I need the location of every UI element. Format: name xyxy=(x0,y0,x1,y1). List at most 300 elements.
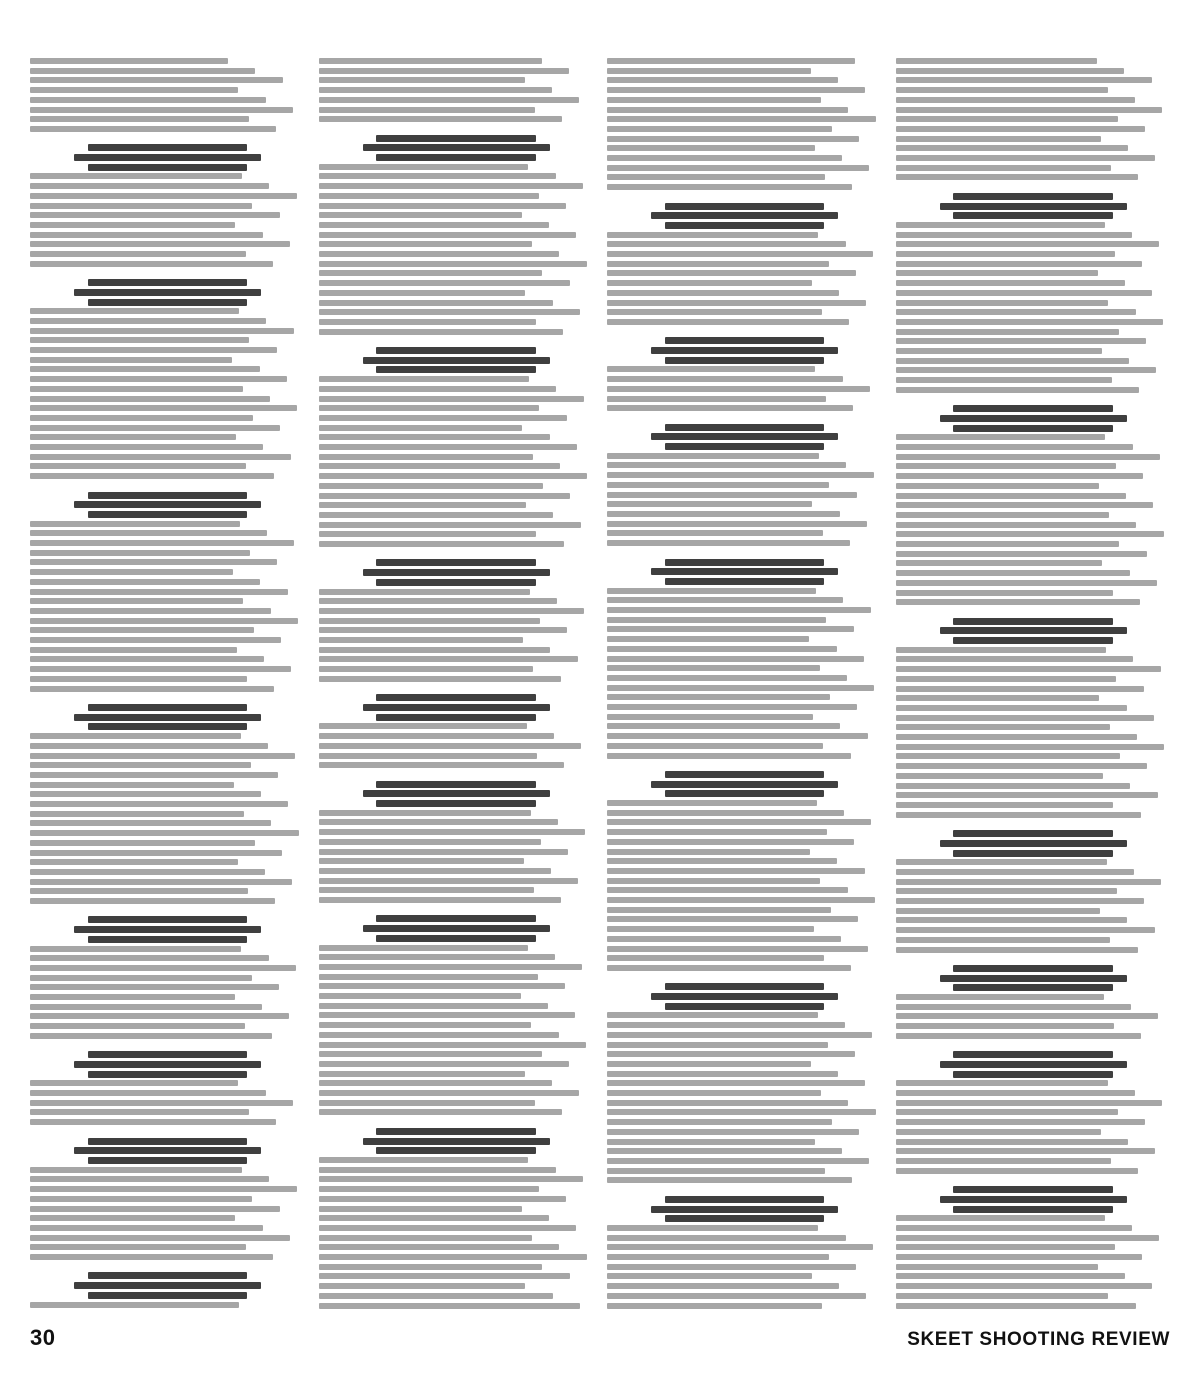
text-line-placeholder xyxy=(896,753,1121,759)
text-line-placeholder xyxy=(30,454,291,460)
text-line-placeholder xyxy=(607,1022,845,1028)
text-line-placeholder xyxy=(319,1157,529,1163)
text-line-placeholder xyxy=(896,232,1132,238)
text-line-placeholder xyxy=(319,116,563,122)
club-heading-placeholder xyxy=(88,144,248,151)
text-line-placeholder xyxy=(319,1061,569,1067)
text-line-placeholder xyxy=(607,1119,832,1125)
text-column-3 xyxy=(607,58,882,1320)
text-line-placeholder xyxy=(30,1100,293,1106)
club-heading-placeholder xyxy=(665,771,825,778)
text-line-placeholder xyxy=(896,358,1129,364)
text-line-placeholder xyxy=(30,627,254,633)
text-line-placeholder xyxy=(896,666,1161,672)
text-line-placeholder xyxy=(607,1012,818,1018)
club-heading-placeholder xyxy=(665,790,825,797)
text-line-placeholder xyxy=(607,926,814,932)
club-heading-placeholder xyxy=(940,1061,1127,1068)
text-line-placeholder xyxy=(896,599,1140,605)
text-line-placeholder xyxy=(896,744,1165,750)
text-line-placeholder xyxy=(30,879,292,885)
text-line-placeholder xyxy=(30,888,248,894)
text-line-placeholder xyxy=(30,965,296,971)
club-heading-placeholder xyxy=(376,135,536,142)
text-line-placeholder xyxy=(607,97,821,103)
text-line-placeholder xyxy=(896,937,1111,943)
club-heading-placeholder xyxy=(376,1128,536,1135)
text-line-placeholder xyxy=(30,791,261,797)
club-heading-placeholder xyxy=(651,568,838,575)
text-line-placeholder xyxy=(607,849,810,855)
text-line-placeholder xyxy=(319,810,531,816)
text-line-placeholder xyxy=(896,1139,1129,1145)
text-line-placeholder xyxy=(896,927,1155,933)
club-heading-placeholder xyxy=(665,1003,825,1010)
club-heading-placeholder xyxy=(74,926,261,933)
club-heading-placeholder xyxy=(376,915,536,922)
text-line-placeholder xyxy=(30,1254,273,1260)
text-line-placeholder xyxy=(30,608,271,614)
text-line-placeholder xyxy=(896,367,1157,373)
club-heading-placeholder xyxy=(74,289,261,296)
text-line-placeholder xyxy=(896,319,1163,325)
text-line-placeholder xyxy=(30,1119,276,1125)
text-line-placeholder xyxy=(30,589,288,595)
club-heading-placeholder xyxy=(363,790,550,797)
text-line-placeholder xyxy=(607,916,858,922)
text-line-placeholder xyxy=(896,773,1104,779)
text-line-placeholder xyxy=(319,762,565,768)
text-line-placeholder xyxy=(607,126,832,132)
text-line-placeholder xyxy=(30,569,233,575)
text-line-placeholder xyxy=(319,87,552,93)
club-heading-placeholder xyxy=(651,993,838,1000)
text-line-placeholder xyxy=(607,501,812,507)
club-heading-placeholder xyxy=(665,983,825,990)
text-line-placeholder xyxy=(896,551,1147,557)
text-line-placeholder xyxy=(319,1186,539,1192)
text-line-placeholder xyxy=(319,868,552,874)
text-line-placeholder xyxy=(30,58,228,64)
text-line-placeholder xyxy=(319,589,530,595)
text-line-placeholder xyxy=(896,705,1127,711)
club-heading-placeholder xyxy=(953,637,1113,644)
text-line-placeholder xyxy=(319,637,524,643)
club-heading-placeholder xyxy=(953,965,1113,972)
text-line-placeholder xyxy=(319,1303,580,1309)
club-heading-placeholder xyxy=(363,144,550,151)
text-line-placeholder xyxy=(30,637,281,643)
text-line-placeholder xyxy=(319,280,570,286)
club-heading-placeholder xyxy=(74,501,261,508)
text-line-placeholder xyxy=(30,347,277,353)
text-line-placeholder xyxy=(30,656,264,662)
text-line-placeholder xyxy=(896,1254,1143,1260)
text-line-placeholder xyxy=(30,869,265,875)
text-line-placeholder xyxy=(896,1100,1163,1106)
text-line-placeholder xyxy=(896,502,1154,508)
text-line-placeholder xyxy=(607,1129,859,1135)
text-line-placeholder xyxy=(607,1254,829,1260)
text-line-placeholder xyxy=(896,1013,1159,1019)
text-line-placeholder xyxy=(896,107,1163,113)
text-line-placeholder xyxy=(319,405,540,411)
club-heading-placeholder xyxy=(953,1186,1113,1193)
text-line-placeholder xyxy=(30,425,280,431)
text-line-placeholder xyxy=(896,686,1144,692)
text-line-placeholder xyxy=(319,58,542,64)
text-line-placeholder xyxy=(319,493,571,499)
club-heading-placeholder xyxy=(88,1138,248,1145)
club-heading-placeholder xyxy=(74,154,261,161)
text-line-placeholder xyxy=(30,1090,266,1096)
text-line-placeholder xyxy=(30,463,246,469)
text-line-placeholder xyxy=(30,473,274,479)
text-line-placeholder xyxy=(319,1225,577,1231)
text-line-placeholder xyxy=(607,607,871,613)
text-line-placeholder xyxy=(30,859,238,865)
text-line-placeholder xyxy=(607,1148,842,1154)
club-heading-placeholder xyxy=(376,1147,536,1154)
text-line-placeholder xyxy=(30,415,253,421)
club-heading-placeholder xyxy=(88,1051,248,1058)
text-line-placeholder xyxy=(607,482,829,488)
club-heading-placeholder xyxy=(88,936,248,943)
text-line-placeholder xyxy=(319,444,577,450)
text-line-placeholder xyxy=(319,454,533,460)
text-line-placeholder xyxy=(607,965,851,971)
text-line-placeholder xyxy=(607,1042,828,1048)
text-line-placeholder xyxy=(30,107,293,113)
text-line-placeholder xyxy=(319,212,522,218)
text-line-placeholder xyxy=(607,366,815,372)
club-heading-placeholder xyxy=(376,935,536,942)
text-line-placeholder xyxy=(319,1100,535,1106)
text-line-placeholder xyxy=(896,270,1098,276)
text-line-placeholder xyxy=(319,878,579,884)
club-heading-placeholder xyxy=(953,984,1113,991)
text-line-placeholder xyxy=(30,782,234,788)
text-line-placeholder xyxy=(896,444,1133,450)
text-line-placeholder xyxy=(30,579,260,585)
text-line-placeholder xyxy=(896,656,1134,662)
text-line-placeholder xyxy=(896,1109,1118,1115)
text-line-placeholder xyxy=(30,386,243,392)
text-line-placeholder xyxy=(896,387,1140,393)
text-line-placeholder xyxy=(607,492,857,498)
club-heading-placeholder xyxy=(665,1196,825,1203)
text-line-placeholder xyxy=(896,531,1164,537)
club-heading-placeholder xyxy=(376,154,536,161)
text-column-4 xyxy=(896,58,1171,1320)
text-line-placeholder xyxy=(607,1139,815,1145)
club-heading-placeholder xyxy=(88,704,248,711)
text-line-placeholder xyxy=(319,598,558,604)
text-line-placeholder xyxy=(30,801,288,807)
text-line-placeholder xyxy=(319,261,587,267)
text-line-placeholder xyxy=(607,858,837,864)
text-line-placeholder xyxy=(896,859,1107,865)
text-line-placeholder xyxy=(896,58,1098,64)
text-line-placeholder xyxy=(607,232,818,238)
text-line-placeholder xyxy=(30,686,274,692)
text-line-placeholder xyxy=(896,917,1128,923)
text-line-placeholder xyxy=(30,1235,290,1241)
text-line-placeholder xyxy=(896,647,1107,653)
text-line-placeholder xyxy=(30,376,287,382)
text-line-placeholder xyxy=(319,839,541,845)
text-line-placeholder xyxy=(607,540,850,546)
text-line-placeholder xyxy=(30,840,255,846)
text-line-placeholder xyxy=(896,1119,1146,1125)
text-line-placeholder xyxy=(896,898,1145,904)
text-line-placeholder xyxy=(896,174,1139,180)
text-line-placeholder xyxy=(30,1196,252,1202)
text-line-placeholder xyxy=(30,753,295,759)
text-line-placeholder xyxy=(319,97,580,103)
text-line-placeholder xyxy=(319,1293,553,1299)
text-line-placeholder xyxy=(607,733,868,739)
text-column-2 xyxy=(319,58,594,1320)
club-heading-placeholder xyxy=(953,1071,1113,1078)
text-line-placeholder xyxy=(30,261,273,267)
text-line-placeholder xyxy=(319,608,585,614)
text-line-placeholder xyxy=(319,232,577,238)
text-line-placeholder xyxy=(30,183,269,189)
text-line-placeholder xyxy=(319,733,555,739)
text-line-placeholder xyxy=(607,319,849,325)
text-line-placeholder xyxy=(319,1032,559,1038)
club-heading-placeholder xyxy=(953,425,1113,432)
text-line-placeholder xyxy=(896,434,1106,440)
text-line-placeholder xyxy=(30,733,241,739)
text-line-placeholder xyxy=(319,241,532,247)
club-heading-placeholder xyxy=(940,1196,1127,1203)
text-line-placeholder xyxy=(30,1109,249,1115)
text-line-placeholder xyxy=(30,811,244,817)
text-line-placeholder xyxy=(30,762,251,768)
text-line-placeholder xyxy=(896,165,1112,171)
text-line-placeholder xyxy=(30,850,282,856)
text-line-placeholder xyxy=(319,723,527,729)
text-line-placeholder xyxy=(319,300,553,306)
text-line-placeholder xyxy=(607,656,864,662)
club-heading-placeholder xyxy=(376,347,536,354)
text-line-placeholder xyxy=(896,812,1141,818)
text-line-placeholder xyxy=(607,309,822,315)
text-line-placeholder xyxy=(30,1013,289,1019)
text-line-placeholder xyxy=(30,898,275,904)
text-line-placeholder xyxy=(319,954,555,960)
text-line-placeholder xyxy=(30,1244,246,1250)
text-line-placeholder xyxy=(607,829,827,835)
text-line-placeholder xyxy=(896,1293,1109,1299)
text-line-placeholder xyxy=(30,820,271,826)
text-line-placeholder xyxy=(319,251,560,257)
text-line-placeholder xyxy=(607,521,867,527)
text-line-placeholder xyxy=(896,570,1130,576)
text-line-placeholder xyxy=(896,676,1117,682)
text-line-placeholder xyxy=(896,116,1118,122)
text-line-placeholder xyxy=(319,309,580,315)
text-line-placeholder xyxy=(607,280,812,286)
club-heading-placeholder xyxy=(651,781,838,788)
text-line-placeholder xyxy=(319,77,525,83)
club-heading-placeholder xyxy=(88,511,248,518)
text-line-placeholder xyxy=(607,251,873,257)
text-line-placeholder xyxy=(319,203,566,209)
text-line-placeholder xyxy=(30,550,250,556)
text-line-placeholder xyxy=(319,512,554,518)
text-line-placeholder xyxy=(30,222,235,228)
club-heading-placeholder xyxy=(88,279,248,286)
text-line-placeholder xyxy=(896,888,1118,894)
text-line-placeholder xyxy=(30,1206,280,1212)
text-line-placeholder xyxy=(30,1302,239,1308)
club-heading-placeholder xyxy=(665,1215,825,1222)
text-line-placeholder xyxy=(319,1080,552,1086)
text-line-placeholder xyxy=(319,522,581,528)
text-line-placeholder xyxy=(30,232,263,238)
text-line-placeholder xyxy=(896,541,1120,547)
text-line-placeholder xyxy=(30,87,238,93)
text-line-placeholder xyxy=(896,792,1158,798)
page-number: 30 xyxy=(30,1325,56,1350)
text-line-placeholder xyxy=(896,126,1146,132)
text-line-placeholder xyxy=(319,68,569,74)
text-line-placeholder xyxy=(607,839,854,845)
text-line-placeholder xyxy=(319,647,551,653)
text-line-placeholder xyxy=(896,522,1137,528)
text-line-placeholder xyxy=(319,993,521,999)
text-line-placeholder xyxy=(30,357,232,363)
text-line-placeholder xyxy=(896,724,1110,730)
text-line-placeholder xyxy=(896,783,1131,789)
text-line-placeholder xyxy=(319,1196,566,1202)
text-line-placeholder xyxy=(896,512,1109,518)
text-line-placeholder xyxy=(896,994,1104,1000)
text-line-placeholder xyxy=(896,869,1135,875)
text-line-placeholder xyxy=(319,1283,526,1289)
text-line-placeholder xyxy=(30,1176,269,1182)
text-line-placeholder xyxy=(896,290,1153,296)
text-line-placeholder xyxy=(319,1012,576,1018)
text-line-placeholder xyxy=(30,328,294,334)
club-heading-placeholder xyxy=(376,366,536,373)
text-line-placeholder xyxy=(896,1004,1132,1010)
text-line-placeholder xyxy=(319,964,583,970)
text-line-placeholder xyxy=(319,1176,583,1182)
text-line-placeholder xyxy=(30,1215,235,1221)
text-line-placeholder xyxy=(319,1206,522,1212)
club-heading-placeholder xyxy=(376,694,536,701)
text-line-placeholder xyxy=(607,145,815,151)
text-line-placeholder xyxy=(319,502,527,508)
text-line-placeholder xyxy=(30,173,242,179)
text-line-placeholder xyxy=(30,318,266,324)
text-line-placeholder xyxy=(896,1080,1108,1086)
club-heading-placeholder xyxy=(74,1061,261,1068)
club-heading-placeholder xyxy=(651,1206,838,1213)
text-line-placeholder xyxy=(896,483,1099,489)
text-line-placeholder xyxy=(607,1273,812,1279)
text-line-placeholder xyxy=(607,462,846,468)
text-line-placeholder xyxy=(607,887,848,893)
text-line-placeholder xyxy=(30,396,270,402)
text-line-placeholder xyxy=(896,1129,1101,1135)
club-heading-placeholder xyxy=(363,1138,550,1145)
text-line-placeholder xyxy=(319,463,560,469)
text-line-placeholder xyxy=(607,907,831,913)
club-heading-placeholder xyxy=(88,1292,248,1299)
text-line-placeholder xyxy=(319,887,535,893)
text-line-placeholder xyxy=(607,955,824,961)
text-line-placeholder xyxy=(607,165,869,171)
text-line-placeholder xyxy=(30,955,269,961)
text-line-placeholder xyxy=(607,1061,811,1067)
club-heading-placeholder xyxy=(953,405,1113,412)
text-line-placeholder xyxy=(607,1032,872,1038)
club-heading-placeholder xyxy=(665,559,825,566)
text-line-placeholder xyxy=(896,348,1102,354)
text-line-placeholder xyxy=(319,173,556,179)
text-line-placeholder xyxy=(30,337,249,343)
club-heading-placeholder xyxy=(953,618,1113,625)
text-line-placeholder xyxy=(896,77,1152,83)
club-heading-placeholder xyxy=(363,704,550,711)
text-line-placeholder xyxy=(319,974,538,980)
club-heading-placeholder xyxy=(940,975,1127,982)
text-line-placeholder xyxy=(319,329,563,335)
club-heading-placeholder xyxy=(376,559,536,566)
club-heading-placeholder xyxy=(88,1071,248,1078)
text-line-placeholder xyxy=(896,580,1157,586)
club-heading-placeholder xyxy=(88,723,248,730)
text-line-placeholder xyxy=(319,945,528,951)
text-line-placeholder xyxy=(607,300,866,306)
text-line-placeholder xyxy=(319,483,544,489)
text-line-placeholder xyxy=(607,1264,856,1270)
club-heading-placeholder xyxy=(88,1272,248,1279)
text-line-placeholder xyxy=(896,560,1103,566)
text-line-placeholder xyxy=(607,396,826,402)
text-line-placeholder xyxy=(319,1051,542,1057)
text-line-placeholder xyxy=(607,675,847,681)
text-line-placeholder xyxy=(319,473,588,479)
text-line-placeholder xyxy=(896,802,1114,808)
club-heading-placeholder xyxy=(651,347,838,354)
text-line-placeholder xyxy=(896,155,1156,161)
text-line-placeholder xyxy=(896,241,1160,247)
text-line-placeholder xyxy=(896,222,1105,228)
text-line-placeholder xyxy=(607,241,846,247)
text-line-placeholder xyxy=(607,936,841,942)
text-line-placeholder xyxy=(896,1168,1139,1174)
text-line-placeholder xyxy=(30,946,241,952)
text-line-placeholder xyxy=(30,618,298,624)
text-line-placeholder xyxy=(607,723,840,729)
text-line-placeholder xyxy=(607,68,811,74)
text-line-placeholder xyxy=(607,376,843,382)
text-column-1 xyxy=(30,58,305,1320)
text-line-placeholder xyxy=(319,319,536,325)
club-heading-placeholder xyxy=(665,203,825,210)
text-line-placeholder xyxy=(319,290,526,296)
text-line-placeholder xyxy=(319,676,561,682)
text-line-placeholder xyxy=(896,763,1148,769)
text-line-placeholder xyxy=(30,308,239,314)
text-line-placeholder xyxy=(30,984,279,990)
